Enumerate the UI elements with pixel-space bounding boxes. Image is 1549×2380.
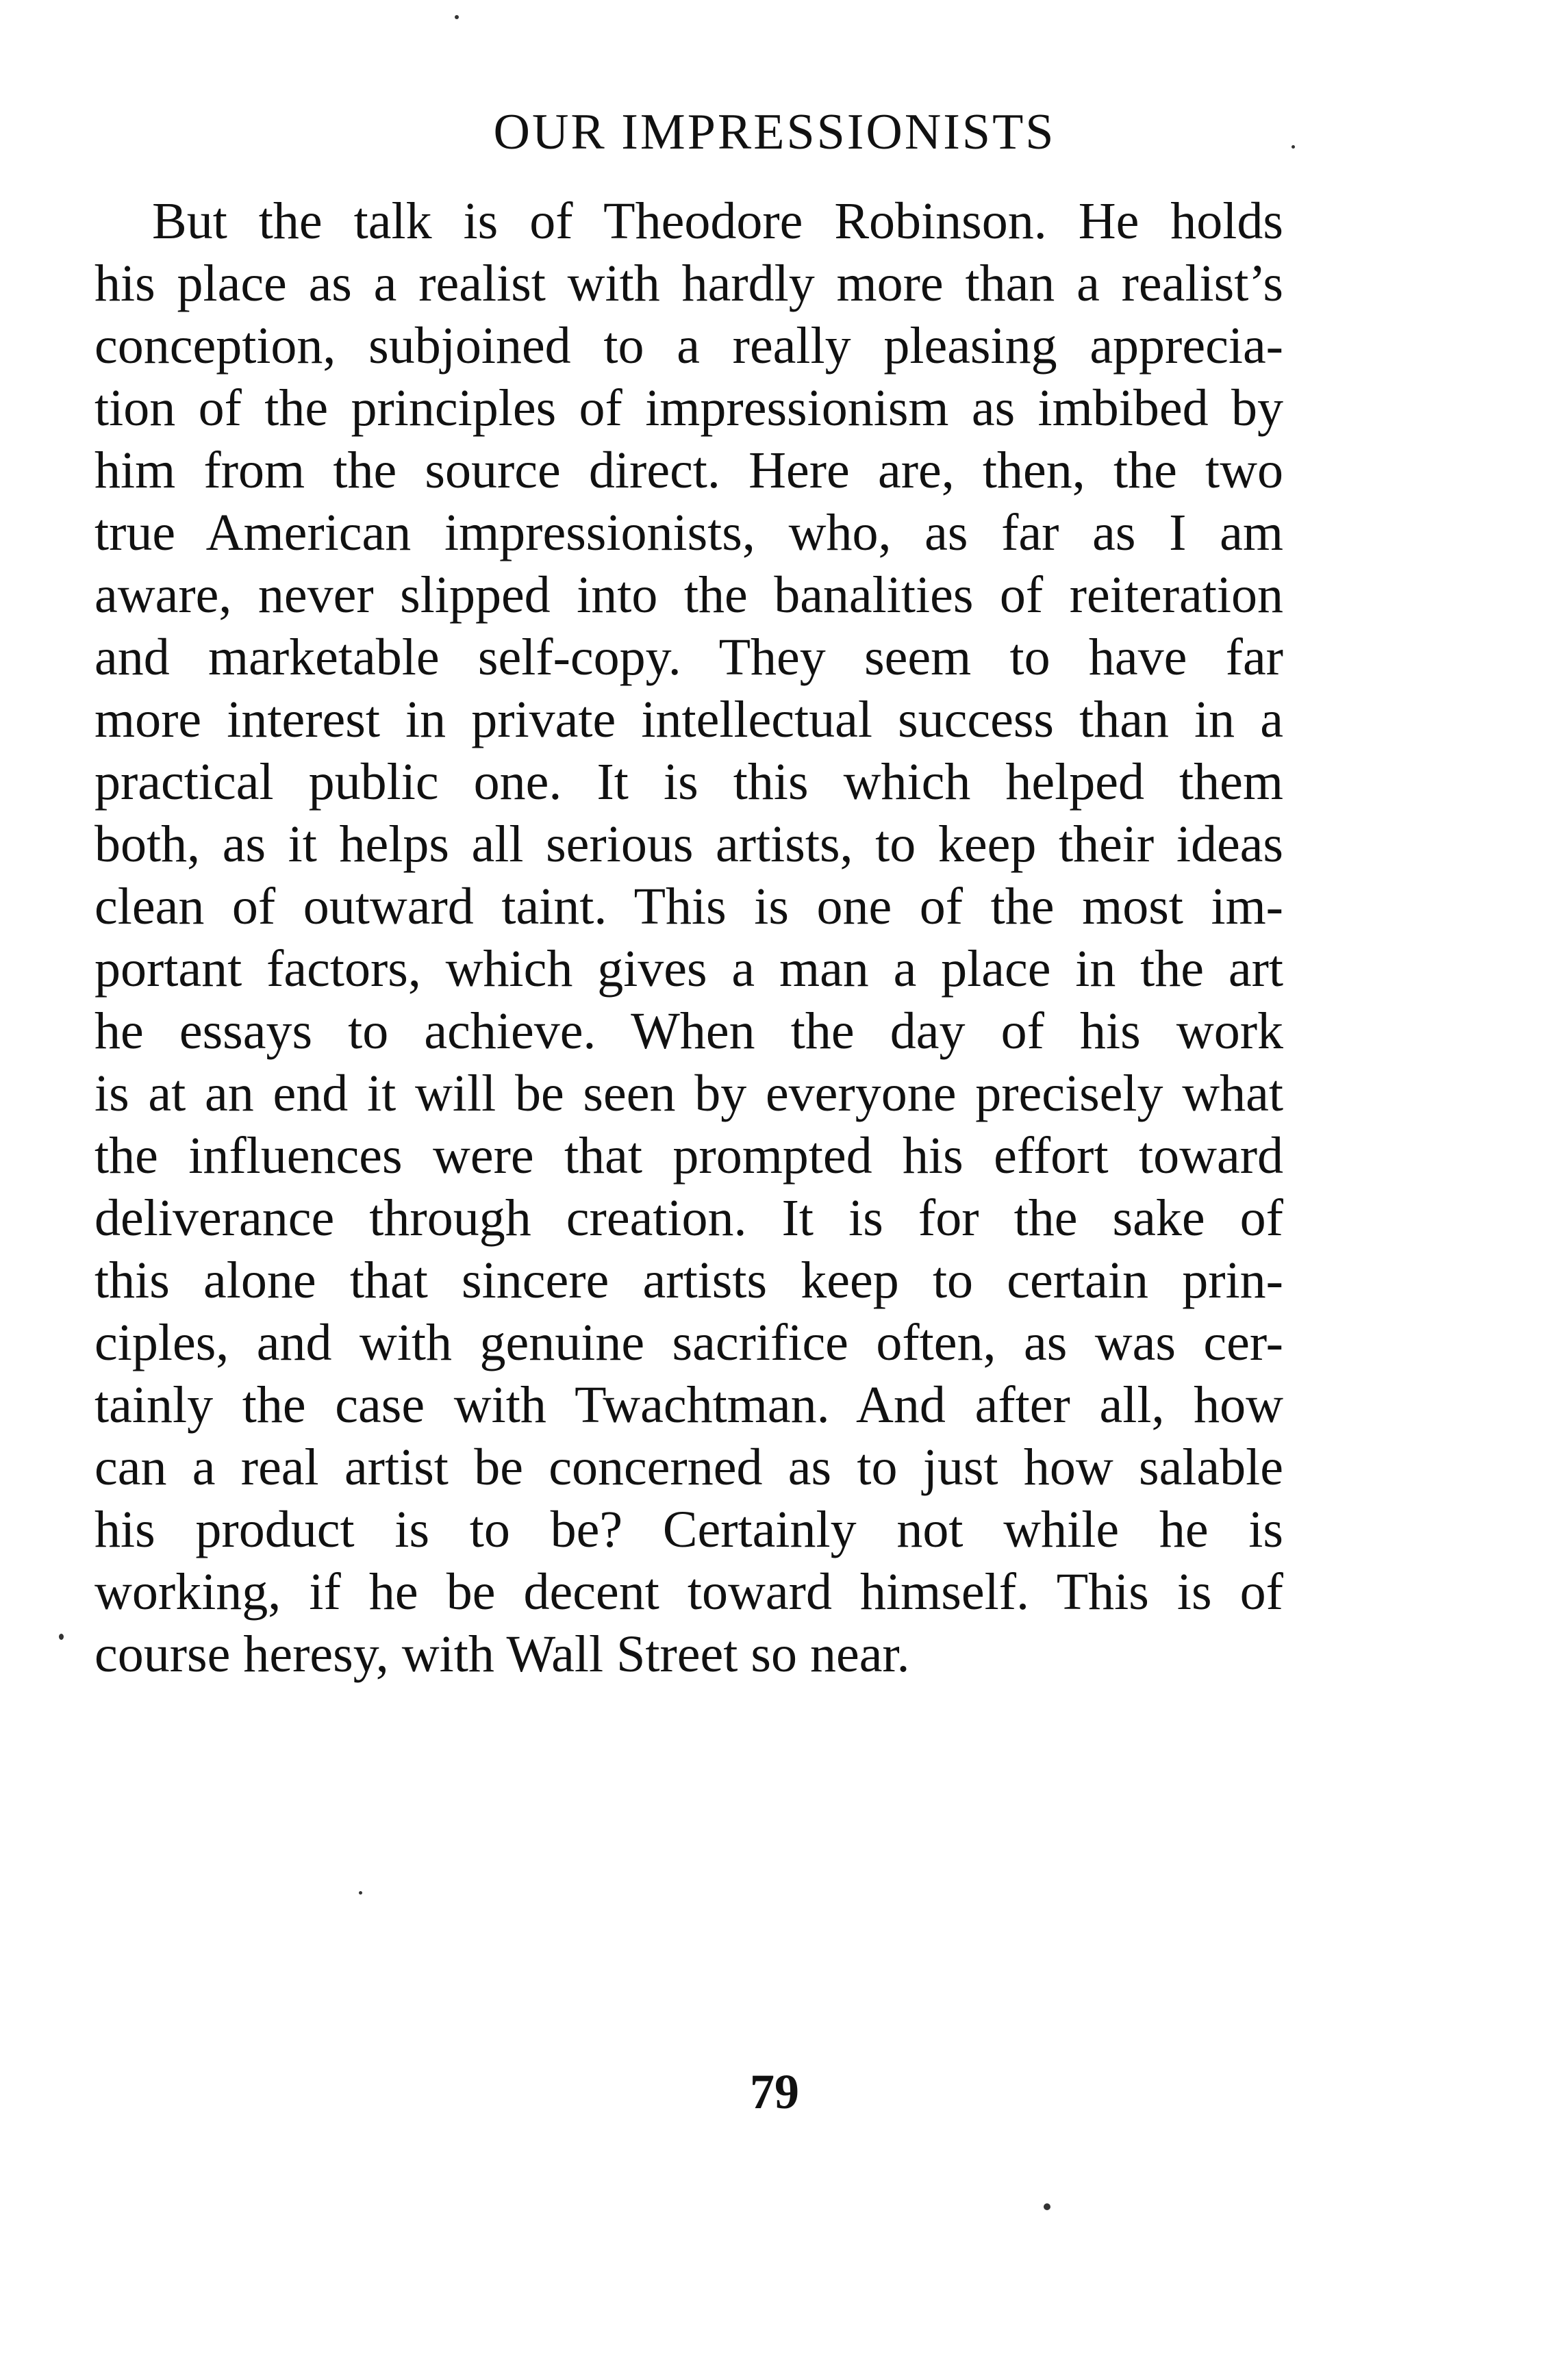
text-line: his product is to be? Certainly not while he is xyxy=(95,1501,1283,1558)
text-line: working, if he be decent toward himself. This is of xyxy=(95,1563,1283,1621)
text-line: he essays to achieve. When the day of his work xyxy=(95,1002,1283,1060)
text-line: ciples, and with genuine sacrifice often, as was cer- xyxy=(95,1314,1283,1371)
text-line: true American impressionists, who, as far as I am xyxy=(95,504,1283,561)
text-line: him from the source direct. Here are, then, the two xyxy=(95,442,1283,499)
print-speck xyxy=(359,1891,362,1895)
body-paragraph xyxy=(95,190,1283,1686)
text-line: the influences were that prompted his effort toward xyxy=(95,1127,1283,1185)
text-line: and marketable self-copy. They seem to have far xyxy=(95,629,1283,686)
text-line: more interest in private intellectual success than in a xyxy=(95,691,1283,748)
page-number: 79 xyxy=(750,2064,799,2119)
text-line: his place as a realist with hardly more than a realist’s xyxy=(95,255,1283,312)
text-line: clean of outward taint. This is one of the most im- xyxy=(95,878,1283,935)
text-line: aware, never slipped into the banalities of reiteration xyxy=(95,566,1283,624)
running-head: OUR IMPRESSIONISTS xyxy=(493,104,1056,160)
text-line: tion of the principles of impressionism as imbibed by xyxy=(95,379,1283,437)
text-line: practical public one. It is this which helped them xyxy=(95,753,1283,811)
text-line: this alone that sincere artists keep to certain prin- xyxy=(95,1252,1283,1309)
print-speck xyxy=(455,15,459,19)
text-line: conception, subjoined to a really pleasing apprecia- xyxy=(95,317,1283,375)
text-line: can a real artist be concerned as to just how salable xyxy=(95,1439,1283,1496)
print-speck xyxy=(59,1634,64,1640)
text-line: is at an end it will be seen by everyone precisely what xyxy=(95,1065,1283,1122)
text-line: portant factors, which gives a man a place in the art xyxy=(95,940,1283,998)
text-line: But the talk is of Theodore Robinson. He holds xyxy=(152,192,1283,250)
text-line: deliverance through creation. It is for the sake of xyxy=(95,1189,1283,1247)
text-line: tainly the case with Twachtman. And after all, how xyxy=(95,1376,1283,1434)
print-speck xyxy=(1044,2203,1050,2210)
text-line: both, as it helps all serious artists, to keep their ideas xyxy=(95,815,1283,873)
print-speck xyxy=(1292,145,1295,149)
text-line: course heresy, with Wall Street so near. xyxy=(95,1625,910,1683)
